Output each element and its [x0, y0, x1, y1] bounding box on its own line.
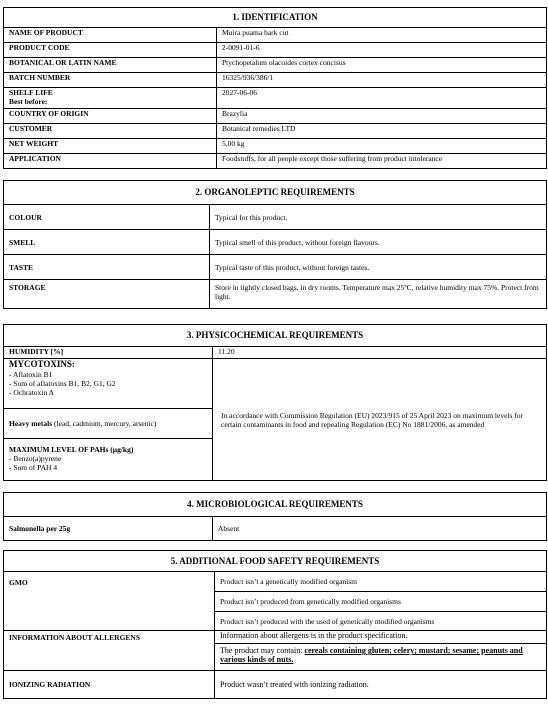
- row-label: PRODUCT CODE: [4, 43, 217, 58]
- food-safety-title: 5. ADDITIONAL FOOD SAFETY REQUIREMENTS: [4, 551, 547, 572]
- salmonella-value: Absent: [213, 517, 547, 541]
- microbiological-title: 4. MICROBIOLOGICAL REQUIREMENTS: [4, 493, 547, 517]
- heavy-metals-detail: (lead, cadmium, mercury, arsenic): [52, 419, 157, 428]
- row-value: 16325/936/386/1: [217, 73, 547, 88]
- shelf-life-label: SHELF LIFE: [9, 88, 53, 97]
- row-value: 5,00 kg: [217, 139, 547, 154]
- row-label: SMELL: [4, 230, 210, 255]
- physicochemical-title: 3. PHYSICOCHEMICAL REQUIREMENTS: [4, 325, 547, 347]
- allergens-label: INFORMATION ABOUT ALLERGENS: [4, 631, 215, 671]
- mycotoxins-label: MYCOTOXINS:: [9, 359, 75, 369]
- organoleptic-title: 2. ORGANOLEPTIC REQUIREMENTS: [4, 181, 547, 205]
- gmo-value: Product isn’t a genetically modified organism: [215, 572, 547, 592]
- row-label: COUNTRY OF ORIGIN: [4, 109, 217, 124]
- row-label: NAME OF PRODUCT: [4, 28, 217, 43]
- pah-label: MAXIMUM LEVEL OF PAHs (µg/kg): [9, 445, 134, 454]
- row-value: Botanical remedies LTD: [217, 124, 547, 139]
- row-value: Typical for this product.: [210, 205, 547, 230]
- row-value: Typical smell of this product, without foreign flavours.: [210, 230, 547, 255]
- pah-item: - Sum of PAH 4: [9, 463, 58, 472]
- heavy-metals-label: Heavy metals: [9, 419, 53, 428]
- row-label: BOTANICAL OR LATIN NAME: [4, 58, 217, 73]
- row-label: TASTE: [4, 255, 210, 280]
- pah-item: - Benzo(a)pyrene: [9, 454, 62, 463]
- pah-cell: [4, 439, 213, 481]
- humidity-label: HUMIDITY [%]: [4, 347, 213, 359]
- row-value: Ptychopetalum olacoides cortex concisus: [217, 58, 547, 73]
- row-value: Store in tightly closed bags, in dry rooms. Temperature max 25ºC, relative humidity max 75%. Protect from light.: [210, 280, 547, 309]
- row-value: 2027-06-06: [217, 88, 547, 109]
- gmo-value: Product isn’t produced with the used of genetically modified organisms: [215, 612, 547, 631]
- salmonella-label: Salmonella per 25g: [4, 517, 213, 541]
- allergens-may-contain: [215, 644, 547, 671]
- ionizing-label: IONIZING RADIATION: [4, 671, 215, 699]
- row-label: CUSTOMER: [4, 124, 217, 139]
- best-before-label: Best before:: [9, 97, 48, 106]
- mycotoxins-cell: [4, 359, 213, 409]
- row-value: Foodstuffs, for all people except those suffering from product intolerance: [217, 154, 547, 169]
- row-label: NET WEIGHT: [4, 139, 217, 154]
- allergen-list: cereals containing gluten; celery; mustard; sesame; peanuts and various kinds of nuts.: [220, 646, 523, 664]
- gmo-label: GMO: [4, 572, 215, 631]
- regulation-text: In accordance with Commission Regulation (EU) 2023/915 of 25 April 2023 on maximum levels for certain contaminants in food and repealing Regulation (EC) No 1881/2006, as amended: [213, 359, 547, 481]
- food-safety-table: [3, 550, 547, 699]
- physicochemical-table: [3, 324, 547, 481]
- mycotoxin-item: - Sum of aflatoxins B1, B2, G1, G2: [9, 379, 116, 388]
- identification-table: [3, 7, 547, 169]
- identification-title: 1. IDENTIFICATION: [4, 8, 547, 28]
- humidity-value: 11.20: [213, 347, 547, 359]
- row-value: Brazylia: [217, 109, 547, 124]
- row-value: Typical taste of this product, without foreign tastes.: [210, 255, 547, 280]
- row-value: Muira puama bark cut: [217, 28, 547, 43]
- may-contain-prefix: The product may contain:: [220, 646, 305, 655]
- heavy-metals-cell: [4, 409, 213, 439]
- row-label: STORAGE: [4, 280, 210, 309]
- allergens-info: Information about allergens is in the product specification.: [215, 631, 547, 644]
- mycotoxin-item: - Ochratoxin A: [9, 388, 54, 397]
- gmo-value: Product isn’t produced from genetically modified organisms: [215, 592, 547, 612]
- row-label: COLOUR: [4, 205, 210, 230]
- ionizing-value: Product wasn’t treated with ionizing radiation.: [215, 671, 547, 699]
- row-value: 2-0091-01-6: [217, 43, 547, 58]
- organoleptic-table: [3, 180, 547, 309]
- microbiological-table: [3, 492, 547, 541]
- row-label: BATCH NUMBER: [4, 73, 217, 88]
- mycotoxin-item: - Aflatoxin B1: [9, 370, 53, 379]
- row-label: [4, 88, 217, 109]
- row-label: APPLICATION: [4, 154, 217, 169]
